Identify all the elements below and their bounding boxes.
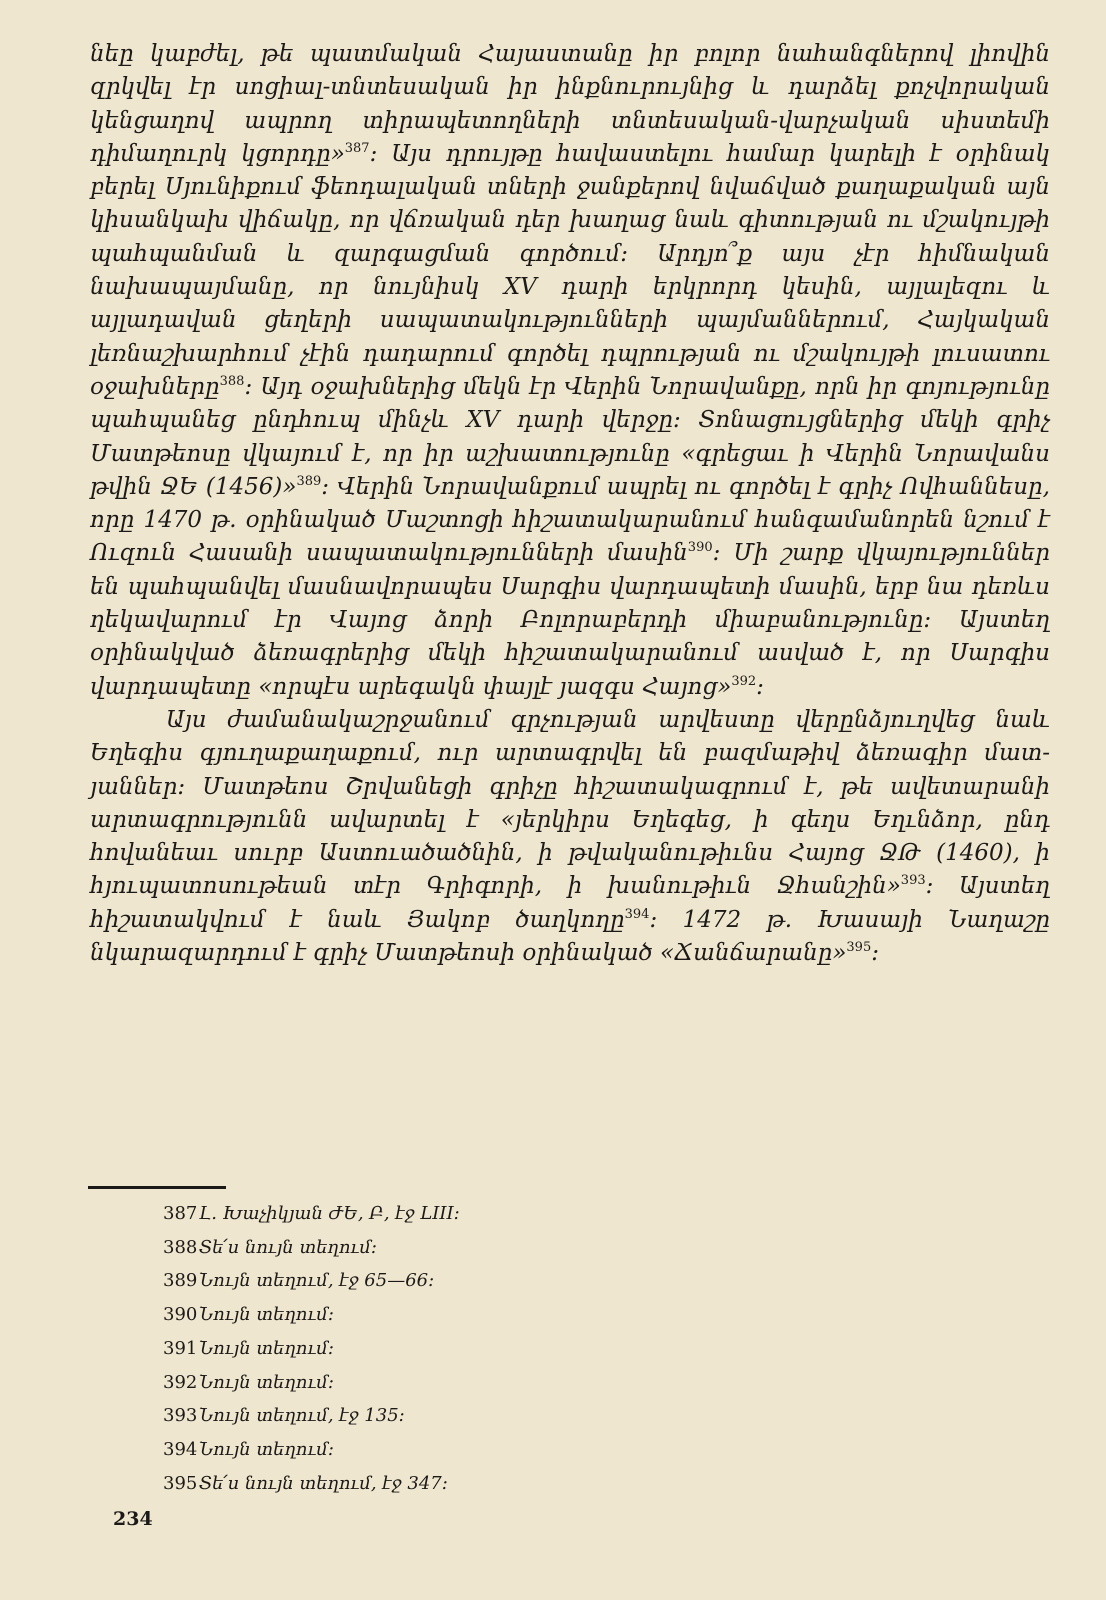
footnote-text: Տե՛ս նույն տեղում։ [199, 1236, 378, 1258]
text-run: ։ [871, 940, 880, 967]
text-run: նեը կաբժել, թե պատմական Հայաստանը իր բոլոր նահանգներով լիովին զրկվել էր սոցիալ-տնտեսական իր ինքնուրույնից և դարձել քոչվորական կենցաղով ապրող տիրապետողների տնտեսական-վարչական սիստեմի դիմաղուրկ կցորդը» [90, 41, 1050, 167]
footnote-ref: 395 [846, 940, 872, 956]
footnote-number: 395 [163, 1472, 198, 1494]
paragraph-1 [90, 38, 1050, 704]
text-run: Այս ժամանակաշրջանում գրչության արվեստը վերընձյուղվեց նաև Եղեգիս գյուղաքաղաքում, ուր արտագրվել են բազմաթիվ ձեռագիր մատյաններ։ Մատթեոս Շրվանեցի գրիչը հիշատակագրում է, թե ավետարանի արտագրությունն ավարտել է «յերկիրս Եղեգեց, ի գեղս Եղւնձոր, ընդ հովանեաւ սուրբ Աստուածածնին, ի թվականութիւնս Հայոց ՋԹ (1460), ի հյուպատոսութեան տէր Գրիգորի, ի խանութիւն Ջհանշին» [90, 706, 1050, 900]
footnote [163, 1366, 763, 1400]
paragraph-2 [90, 704, 1050, 970]
footnote-number: 390 [163, 1304, 198, 1326]
footnote-number: 387 [163, 1203, 198, 1224]
footnote [163, 1197, 763, 1231]
footnote-number: 389 [163, 1270, 198, 1292]
footnote-ref: 390 [687, 540, 713, 556]
page-number: 234 [113, 1508, 153, 1530]
footnote-number: 394 [163, 1438, 198, 1460]
footnote-number: 391 [163, 1337, 198, 1359]
text-run: ։ Վերին Նորավանքում ապրել ու գործել է գրիչ Ովհաննեսը, որը 1470 թ. օրինակած Մաշտոցի հիշատակարանում հանգամանորեն նշում է Ուզուն Հասանի սապատակությունների մասին [90, 473, 1050, 567]
footnote-ref: 387 [344, 140, 370, 156]
footnote-text: Նույն տեղում։ [199, 1371, 334, 1393]
footnote-text: Նույն տեղում, էջ 65—66։ [199, 1270, 435, 1292]
footnote-ref: 389 [296, 473, 322, 489]
footnote-number: 392 [163, 1371, 198, 1393]
text-run: ։ 1472 թ. Խասայի Նաղաշը նկարազարդում է գրիչ Մատթեոսի օրինակած «Ճանճարանը» [90, 906, 1050, 967]
footnote-ref: 394 [624, 906, 650, 922]
text-run: ։ Այդ օջախներից մեկն էր Վերին Նորավանքը, որն իր գոյությունը պահպանեց ընդհուպ մինչև XV դարի վերջը։ Տոնացույցներից մեկի գրիչ Մատթեոսը վկայում է, որ իր աշխատությունը «գրեցաւ ի Վերին Նորավանս թվին ՋԵ (1456)» [90, 373, 1050, 500]
footnote-text: Նույն տեղում։ [199, 1304, 334, 1326]
footnote-text: Տե՛ս նույն տեղում, էջ 347։ [199, 1472, 448, 1494]
text-run: ։ Մի շարք վկայություններ են պահպանվել մասնավորապես Սարգիս վարդապետի մասին, երբ նա դեռևս ղեկավարում էր Վայոց ձորի Բոլորաբերդի միաբանությունը։ Այստեղ օրինակված ձեռագրերից մեկի հիշատակարանում ասված է, որ Սարգիս վարդապետը «որպէս արեգակն փայլէ յազգս Հայոց» [90, 540, 1050, 700]
footnote-number: 393 [163, 1405, 198, 1427]
footnote-divider [88, 1186, 226, 1189]
footnote [163, 1467, 763, 1501]
footnote-ref: 393 [900, 873, 926, 889]
footnote-text: Նույն տեղում, էջ 135։ [199, 1405, 405, 1427]
footnote-text: Նույն տեղում։ [199, 1337, 334, 1359]
footnote [163, 1298, 763, 1332]
footnote-ref: 388 [219, 373, 245, 389]
footnotes [163, 1197, 763, 1500]
footnote-ref: 392 [731, 673, 757, 689]
footnote-text: Նույն տեղում։ [199, 1438, 334, 1460]
body-text [90, 38, 1050, 970]
footnote [163, 1433, 763, 1467]
text-run: ։ [756, 673, 764, 700]
footnote-text: Լ. Խաչիկյան ԺԵ, Բ, էջ LIII։ [199, 1203, 460, 1224]
text-run: ։ Այս դրույթը հավաստելու համար կարելի է օրինակ բերել Սյունիքում ֆեոդալական տների ջանքերով նվաճված քաղաքական այն կիսանկախ վիճակը, որ վճռական դեր խաղաց նաև գիտության ու մշակույթի պահպանման և զարգացման գործում։ Արդյո՞ք այս չէր հիմնական նախապայմանը, որ նույնիսկ XV դարի երկրորդ կեսին, այլալեզու և այլադավան ցեղերի սապատակությունների պայմաններում, Հայկական լեռնաշխարհում չէին դադարում գործել դպրության ու մշակույթի լուսատու օջախները [90, 140, 1050, 400]
text-run: ։ Այստեղ հիշատակվում է նաև Յակոբ ծաղկողը [90, 873, 1050, 933]
footnote-number: 388 [163, 1236, 198, 1258]
footnote [163, 1231, 763, 1265]
footnote [163, 1332, 763, 1366]
footnote [163, 1399, 763, 1433]
footnote [163, 1264, 763, 1298]
